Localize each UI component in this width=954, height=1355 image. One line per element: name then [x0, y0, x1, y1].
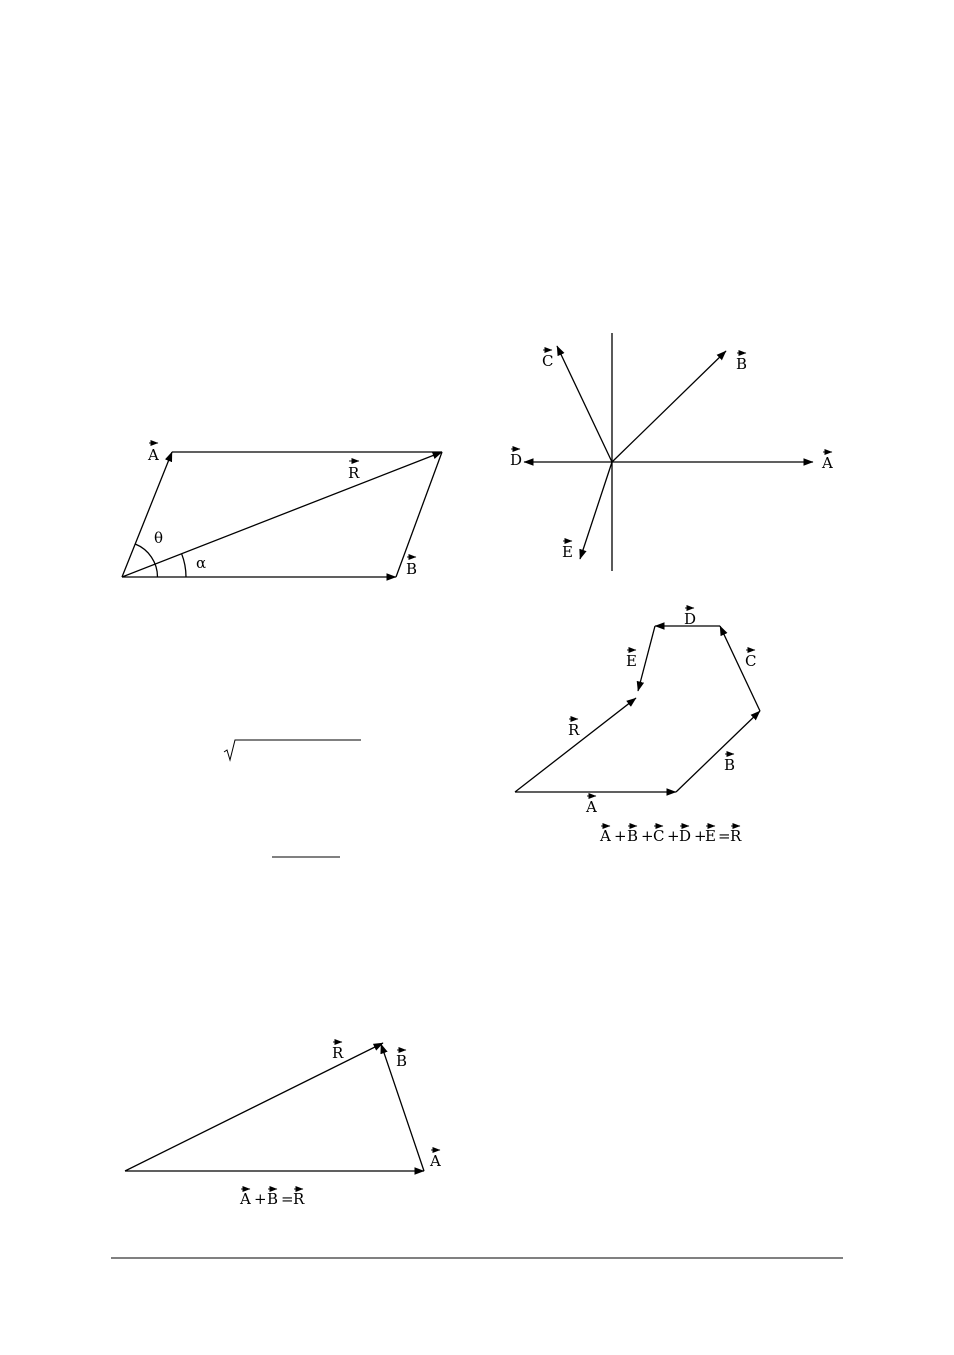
label-b: B — [406, 560, 418, 578]
angle-alpha-arc — [182, 554, 186, 577]
label-r: R — [332, 1044, 344, 1062]
label-d: D — [684, 610, 697, 628]
formula-placeholders — [224, 740, 361, 857]
eq-equals: = — [281, 1190, 294, 1208]
eq-term-a: A — [600, 827, 611, 845]
label-b: B — [396, 1052, 408, 1070]
label-a: A — [430, 1152, 441, 1170]
eq-equals: = — [718, 827, 731, 845]
eq-plus: + — [667, 827, 680, 845]
right-side-line — [396, 452, 442, 577]
eq-term-b: B — [627, 827, 639, 845]
vector-c-arrow — [557, 346, 612, 462]
label-a: A — [586, 798, 597, 816]
polygon-labels — [568, 608, 756, 816]
angle-theta-label: θ — [154, 529, 164, 547]
vector-r-arrow — [125, 1043, 383, 1171]
vector-a-arrow — [122, 452, 172, 577]
eq-term-a: A — [240, 1190, 251, 1208]
vector-e-arrow — [638, 626, 655, 691]
triangle-equation — [239, 1189, 305, 1208]
vector-b-arrow — [676, 711, 760, 792]
eq-plus: + — [641, 827, 654, 845]
label-a: A — [148, 446, 159, 464]
label-c: C — [542, 352, 554, 370]
parallelogram-diagram — [122, 452, 442, 577]
eq-plus: + — [694, 827, 707, 845]
polygon-equation — [599, 826, 742, 845]
eq-plus: + — [254, 1190, 267, 1208]
label-e: E — [562, 543, 573, 561]
angle-theta-arc — [135, 544, 157, 577]
label-e: E — [626, 652, 637, 670]
axes-vectors-labels — [510, 350, 833, 561]
label-r: R — [568, 721, 580, 739]
vector-r-arrow — [515, 698, 636, 792]
label-a: A — [822, 454, 833, 472]
eq-term-b: B — [267, 1190, 279, 1208]
eq-term-e: E — [705, 827, 716, 845]
vector-r-arrow — [122, 452, 442, 577]
eq-term-r: R — [730, 827, 742, 845]
axes-vectors-diagram — [524, 333, 813, 571]
label-r: R — [348, 464, 360, 482]
triangle-diagram — [125, 1043, 424, 1171]
angle-alpha-label: α — [196, 554, 207, 572]
label-b: B — [724, 756, 736, 774]
parallelogram-labels — [147, 443, 417, 578]
eq-term-c: C — [653, 827, 665, 845]
eq-term-d: D — [679, 827, 692, 845]
label-b: B — [736, 355, 748, 373]
label-d: D — [510, 451, 523, 469]
label-c: C — [745, 652, 757, 670]
square-root-sign — [224, 740, 361, 760]
eq-term-r: R — [293, 1190, 305, 1208]
eq-plus: + — [614, 827, 627, 845]
vector-b-arrow — [612, 351, 726, 462]
vector-e-arrow — [580, 462, 612, 559]
